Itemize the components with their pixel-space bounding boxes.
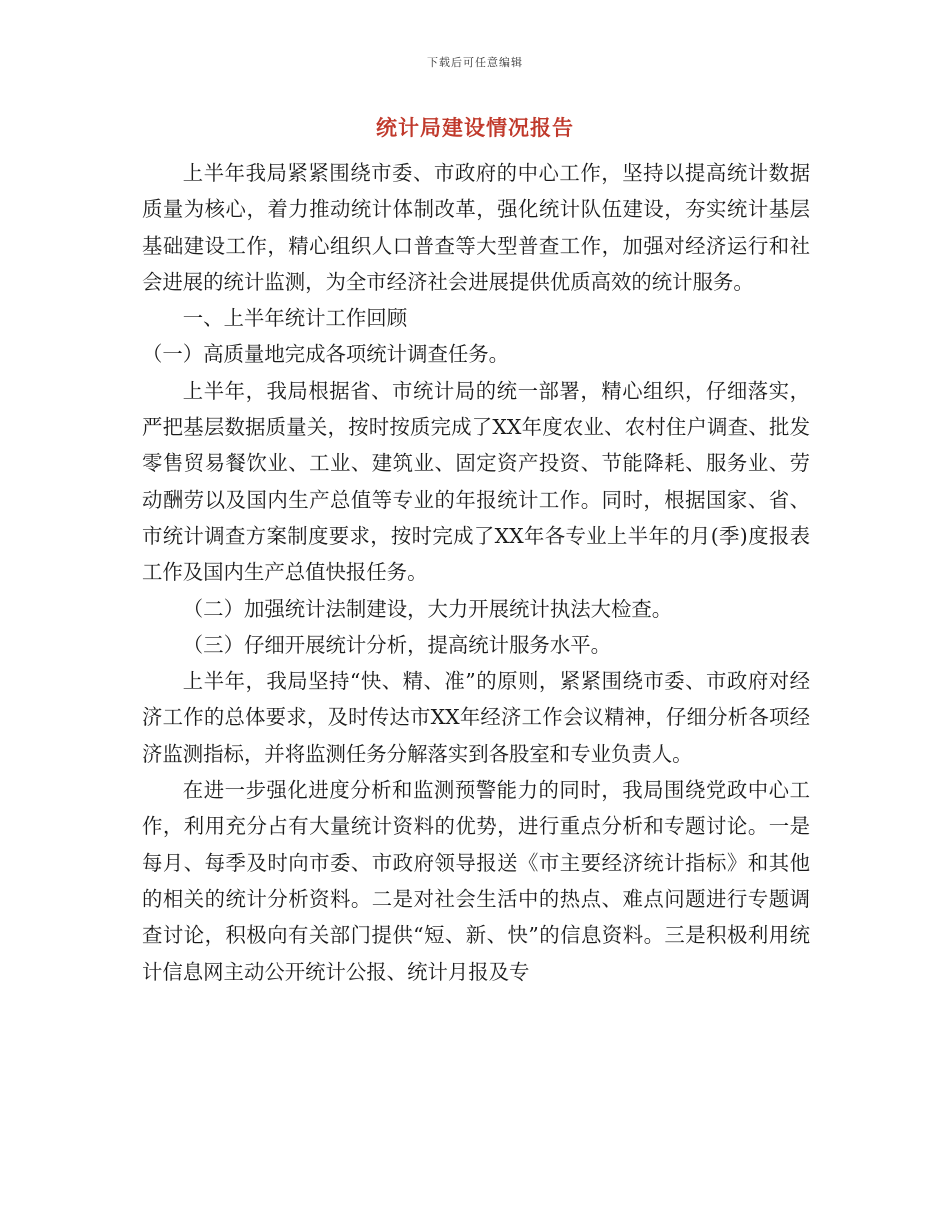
document-title: 统计局建设情况报告	[376, 115, 574, 140]
paragraph-monitoring-warning: 在进一步强化进度分析和监测预警能力的同时，我局围绕党政中心工作，利用充分占有大量统计资料的优势，进行重点分析和专题讨论。一是每月、每季及时向市委、市政府领导报送《市主要经济统计指标》和其他的相关的统计分析资料。二是对社会生活中的热点、难点问题进行专题调查讨论，积极向有关部门提供“短、新、快”的信息资料。三是积极利用统计信息网主动公开统计公报、统计月报及专	[142, 778, 810, 984]
section-heading-review: 一、上半年统计工作回顾	[182, 306, 408, 331]
paragraph-analysis-principles: 上半年，我局坚持“快、精、准”的原则，紧紧围绕市委、市政府对经济工作的总体要求，及时传达市XX年经济工作会议精神，仔细分析各项经济监测指标，并将监测任务分解落实到各股室和专业负责人。	[142, 669, 810, 766]
subheading-legal-construction: （二）加强统计法制建设，大力开展统计执法大检查。	[182, 596, 673, 621]
paragraph-intro: 上半年我局紧紧围绕市委、市政府的中心工作，坚持以提高统计数据质量为核心，着力推动统计体制改革，强化统计队伍建设，夯实统计基层基础建设工作，精心组织人口普查等大型普查工作，加强对经济运行和社会进展的统计监测，为全市经济社会进展提供优质高效的统计服务。	[142, 161, 810, 294]
subheading-statistical-analysis: （三）仔细开展统计分析，提高统计服务水平。	[182, 632, 611, 657]
header-note: 下载后可任意编辑	[427, 56, 523, 69]
paragraph-survey-tasks: 上半年，我局根据省、市统计局的统一部署，精心组织，仔细落实，严把基层数据质量关，按时按质完成了XX年度农业、农村住户调查、批发零售贸易餐饮业、工业、建筑业、固定资产投资、节能降耗、服务业、劳动酬劳以及国内生产总值等专业的年报统计工作。同时，根据国家、省、市统计调查方案制度要求，按时完成了XX年各专业上半年的月(季)度报表工作及国内生产总值快报任务。	[142, 378, 810, 585]
subheading-survey-tasks: （一）高质量地完成各项统计调查任务。	[142, 342, 510, 367]
document-body	[142, 155, 810, 990]
